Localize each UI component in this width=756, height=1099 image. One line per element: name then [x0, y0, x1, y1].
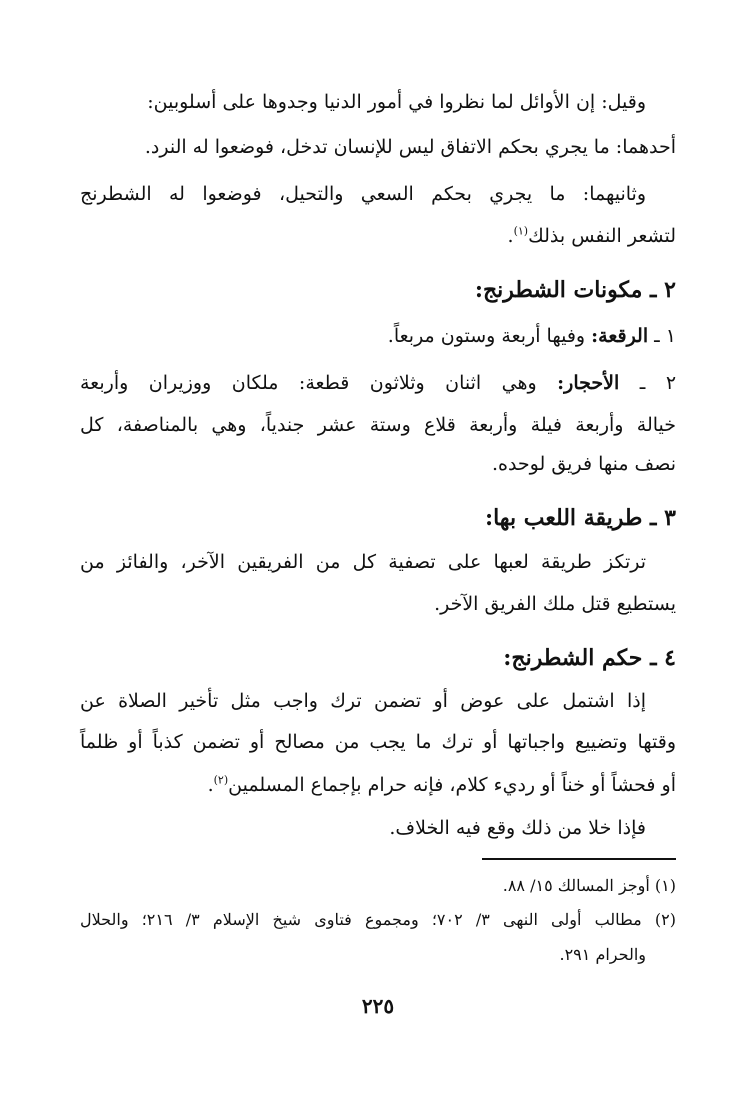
- item-number: ٢ ـ: [639, 372, 677, 394]
- paragraph-line: أحدهما: ما يجري بحكم الاتفاق ليس للإنسان تدخل، فوضعوا له النرد.: [144, 136, 676, 158]
- item-title: الرقعة:: [591, 325, 649, 347]
- item-title: الأحجار:: [557, 372, 620, 394]
- footnote-divider: [482, 858, 676, 860]
- paragraph-line: [80, 220, 676, 252]
- line-end: .: [507, 225, 514, 247]
- line-text: أو فحشاً أو خناً أو رديء كلام، فإنه حرام بإجماع المسلمين: [228, 774, 676, 796]
- paragraph-line: [80, 769, 676, 801]
- item-text: وهي اثنان وثلاثون قطعة: ملكان ووزيران وأربعة: [80, 372, 537, 394]
- list-item: [80, 320, 676, 352]
- section-heading: ٣ ـ طريقة اللعب بها:: [484, 505, 676, 531]
- line-end: .: [207, 774, 214, 796]
- paragraph-line: وقتها وتضييع واجباتها أو ترك ما يجب من مصالح أو تضمن كذباً أو ظلماً: [80, 731, 676, 753]
- item-text: وفيها أربعة وستون مربعاً.: [387, 325, 586, 347]
- section-heading: ٤ ـ حكم الشطرنج:: [503, 645, 676, 671]
- section-heading: ٢ ـ مكونات الشطرنج:: [474, 277, 676, 303]
- paragraph-line: خيالة وأربعة فيلة وأربعة قلاع وستة عشر جندياً، وهي بالمناصفة، كل: [80, 414, 676, 436]
- list-item: [80, 367, 676, 399]
- footnote-2: (٢) مطالب أولى النهى ٣/ ٧٠٢؛ ومجموع فتاوى شيخ الإسلام ٣/ ٢١٦؛ والحلال: [80, 910, 676, 929]
- paragraph-line: إذا اشتمل على عوض أو تضمن ترك واجب مثل تأخير الصلاة عن: [80, 690, 646, 712]
- paragraph-line: وقيل: إن الأوائل لما نظروا في أمور الدنيا وجدوها على أسلوبين:: [147, 91, 646, 113]
- line-text: لتشعر النفس بذلك: [528, 225, 676, 247]
- paragraph-line: نصف منها فريق لوحده.: [491, 453, 676, 475]
- footnote-2-continued: والحرام ٢٩١.: [559, 945, 646, 964]
- paragraph-line: فإذا خلا من ذلك وقع فيه الخلاف.: [389, 817, 646, 839]
- footnote-1: (١) أوجز المسالك ١٥/ ٨٨.: [502, 876, 676, 895]
- paragraph-line: يستطيع قتل ملك الفريق الآخر.: [434, 593, 676, 615]
- paragraph-line: ترتكز طريقة لعبها على تصفية كل من الفريقين الآخر، والفائز من: [80, 551, 646, 573]
- footnote-ref[interactable]: (١): [513, 224, 529, 238]
- footnote-ref[interactable]: (٢): [213, 773, 229, 787]
- page-number: ٢٢٥: [361, 994, 395, 1018]
- paragraph-line: وثانيهما: ما يجري بحكم السعي والتحيل، فوضعوا له الشطرنج: [80, 183, 646, 205]
- item-number: ١ ـ: [654, 325, 676, 347]
